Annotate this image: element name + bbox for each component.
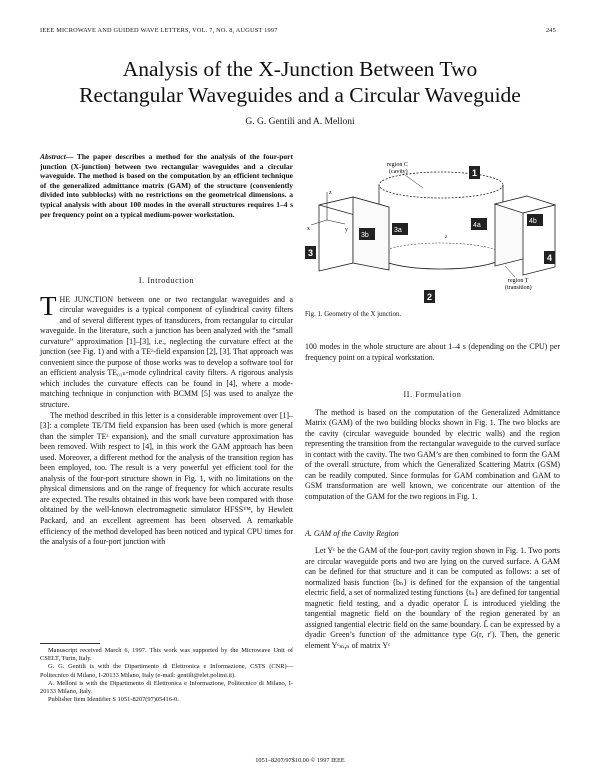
port-1-label: 1 [472, 168, 478, 178]
subsection-a-body [305, 546, 560, 651]
title-line-1: Analysis of the X-Junction Between Two [122, 57, 478, 81]
cylinder-bottom [379, 256, 503, 269]
page-number: 245 [545, 27, 556, 34]
footnote-1: Manuscript received March 6, 1997. This work was supported by the Microwave Unit of CSELT, Turin, Italy. [40, 647, 293, 663]
abstract [40, 152, 293, 219]
cavity-label: (cavity) [389, 169, 408, 175]
section-heading-introduction: I. Introduction [138, 276, 195, 285]
drop-cap: T [40, 290, 57, 321]
paper-title [40, 56, 560, 108]
footnotes [40, 647, 293, 704]
cylinder-bottom-back [379, 243, 503, 256]
footnote-rule [40, 643, 100, 644]
axis-y-label: y [345, 227, 348, 233]
region-t-leader [505, 266, 515, 277]
footnote-3: A. Melloni is with the Dipartimento di Elettronica e Informazione, Politecnico di Milano, I-20133 Milano, Italy. [40, 679, 293, 696]
subsection-a-heading [305, 529, 560, 540]
port-2-label: 2 [427, 292, 433, 302]
cylinder-top [379, 172, 503, 198]
footnote-2: G. G. Gentili is with the Dipartimento di Elettronica e Informazione, CSTS (CNR)—Politecnico di Milano, I-20133 Milano, Italy (e-mail: gentili@elet.polimi.it). [40, 663, 293, 679]
section-heading-formulation: II. Formulation [403, 390, 462, 399]
region-c-leader [405, 175, 423, 188]
subsection-heading: A. GAM of the Cavity Region [305, 529, 399, 538]
transition-label: (transition) [505, 285, 532, 291]
figure-x-junction [305, 158, 560, 308]
intro-paragraph-2: The method described in this letter is a considerable improvement over [1]–[3]: a complete TE/TM field expansion has been used (which is more general than the simpler TEᶻ expansion), and the small curvature approximation has been removed. With respect to [4], in this work the GAM approach has been used. Moreover, a different method for the analysis of the transition region has been employed, too. The result is a very powerful yet efficient tool for the analysis of the four-port structure shown in Fig. 1, with no limitations on the physical dimensions and on the range of frequency for which accurate results are expected. The results obtained in this work have been compared with those obtained by the well-known electromagnetic simulator HFSS™, by Hewlett Packard, and an excellent agreement has been observed. A remarkable efficiency of the method developed has been noticed and typical CPU times for the analysis of a four-port junction with [40, 410, 293, 547]
axis-z-label: z [329, 190, 332, 196]
authors: G. G. Gentili and A. Melloni [245, 117, 355, 127]
intro-paragraph-1 [40, 290, 293, 411]
intro-p1-text: HE JUNCTION between one or two rectangular waveguides and a circular waveguides is a typical component of cylindrical cavity filters and of several different types of transducers, from rectangular to circular waveguide. In the literature, such a junction has been analyzed with the “small curvature” approximation [1]–[3], i.e., neglecting the curvature effect at the junction (see Fig. 1) and with a TEᶻ-field expansion [2], [3]. That approach was convenient since the purpose of those works was to develop a software tool for an efficient analysis TE₀₁ₙ-mode cylindrical cavity filters. A rigorous analysis which includes the curvature effects can be found in [4], where a mode-matching technique in conjunction with BCMM [5] was used to analyze the structure. [40, 294, 293, 410]
abstract-text: The paper describes a method for the analysis of the four-port junction (X-junction) between two rectangular waveguides and a circular waveguide. The method is based on the computation by an efficient technique of the generalized admittance matrix (GAM) of the structure (conveniently divided into subblocks) with no restrictions on the geometrical dimensions. a typical analysis with about 100 modes in the overall structures requires 1–4 s per frequency point on a typical medium-power workstation. [40, 152, 293, 219]
port-3-label: 3 [308, 248, 314, 258]
block-4b-label: 4b [529, 218, 537, 225]
block-3b-label: 3b [361, 232, 369, 239]
formulation-section [305, 390, 560, 502]
axis-z-center: z [445, 235, 448, 240]
footnote-4: Publisher Item Identifier S 1051-8207(97)05416-0. [48, 696, 179, 704]
figure-caption: Fig. 1. Geometry of the X junction. [305, 311, 402, 318]
abstract-lead: Abstract— [40, 152, 74, 161]
axis-x-label: x [307, 226, 310, 232]
subsection-a-paragraph-1: Let Yᶜ be the GAM of the four-port cavity region shown in Fig. 1. Two ports are circular waveguide ports and two are lying on the curved surface. A GAM can be defined for that structure and it can be computed as follows: a set of normalized basis function {bₙ} is defined for the expansion of the tangential electric field, a set of normalized testing functions {tₙ} are defined for tangential magnetic field testing, and a dyadic operator L̄ is introduced yielding the tangential magnetic field on the boundary of the region generated by an assigned tangential electric field on the same boundary. L̄ can be expressed by a dyadic Green’s function of the admittance type G(r, r′). Then, the generic element Yᶜₘ,ₙ of matrix Yᶜ [305, 546, 560, 650]
copyright-footer: 1051–8207/97$10.00 © 1997 IEEE [255, 757, 345, 764]
running-header: IEEE MICROWAVE AND GUIDED WAVE LETTERS, VOL. 7, NO. 8, AUGUST 1997 [40, 27, 278, 34]
port-4-label: 4 [547, 253, 553, 263]
region-c-label: region C [387, 162, 408, 168]
block-3a-label: 3a [394, 227, 402, 234]
region-t-label: region T [508, 278, 529, 284]
intro-section [40, 276, 293, 548]
block-4a-label: 4a [473, 222, 481, 229]
title-line-2: Rectangular Waveguides and a Circular Waveguide [79, 83, 521, 107]
right-intro-text: 100 modes in the whole structure are about 1–4 s (depending on the CPU) per frequency point on a typical workstation. [305, 342, 560, 362]
formulation-paragraph-1: The method is based on the computation of the Generalized Admittance Matrix (GAM) of the two building blocks shown in Fig. 1. The two blocks are the cavity (circular waveguide bounded by electric walls) and the region representing the transition from the rectangular waveguide to the curved surface in contact with the cavity. The two GAM’s are then combined to form the GAM of the overall structure, from which the Generalized Scattering Matrix (GSM) can be readily computed. Since formulas for GAM combination and GAM to GSM transformation are well known, we concentrate our attention of the computation of the GAM for the two regions in Fig. 1. [305, 407, 560, 501]
